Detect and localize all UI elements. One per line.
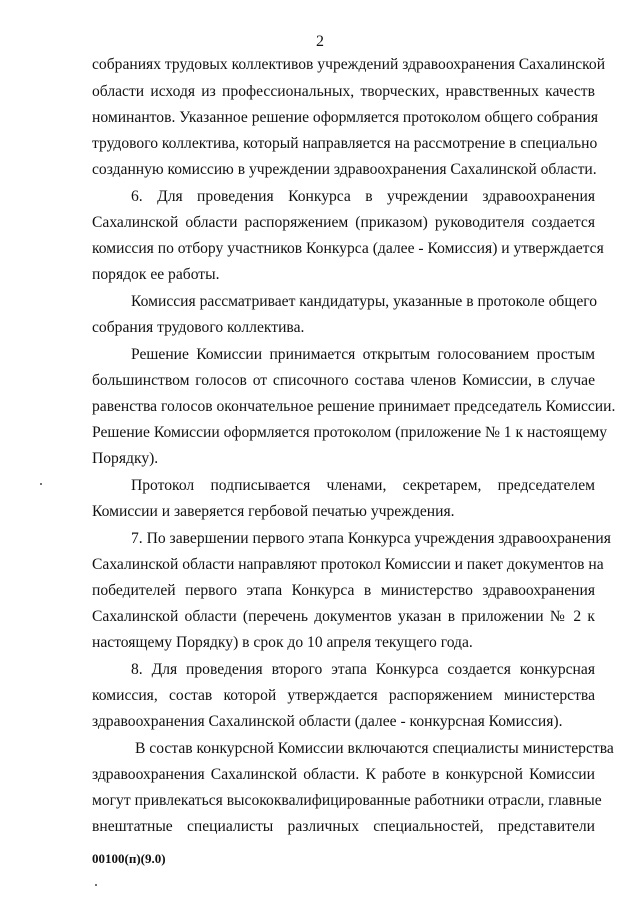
text-line: собрания трудового коллектива. [92,319,305,336]
text-line: здравоохранения Сахалинской области (далее - конкурсная Комиссия). [92,713,563,730]
text-line: победителей первого этапа Конкурса в министерство здравоохранения [92,582,595,599]
text-line: Комиссии и заверяется гербовой печатью учреждения. [92,503,455,520]
text-line: комиссия, состав которой утверждается распоряжением министерства [92,687,595,704]
text-line: порядок ее работы. [92,266,220,283]
text-line: области исходя из профессиональных, творческих, нравственных качеств [92,83,595,100]
scan-speck [40,483,42,485]
text-line: Протокол подписывается членами, секретарем, председателем [131,477,595,494]
text-line: Решение Комиссии оформляется протоколом (приложение № 1 к настоящему [92,424,608,441]
text-line: Комиссия рассматривает кандидатуры, указанные в протоколе общего [131,293,598,310]
text-line: В состав конкурсной Комиссии включаются специалисты министерства [135,740,614,757]
text-line: 6. Для проведения Конкурса в учреждении здравоохранения [131,188,595,205]
text-line: большинством голосов от списочного состава членов Комиссии, в случае [92,372,595,389]
text-line: здравоохранения Сахалинской области. К работе в конкурсной Комиссии [92,766,595,783]
page-number: 2 [316,33,324,50]
document-code: 00100(п)(9.0) [92,851,166,866]
text-line: комиссия по отбору участников Конкурса (далее - Комиссия) и утверждается [92,240,604,257]
text-line: Сахалинской области направляют протокол Комиссии и пакет документов на [92,556,604,573]
text-line: Порядку). [92,450,159,467]
text-line: созданную комиссию в учреждении здравоохранения Сахалинской области. [92,161,597,178]
text-line: внештатные специалисты различных специальностей, представители [92,818,595,835]
text-line: собраниях трудовых коллективов учреждений здравоохранения Сахалинской [92,56,606,73]
text-line: трудового коллектива, который направляется на рассмотрение в специально [92,135,598,152]
text-line: Решение Комиссии принимается открытым голосованием простым [131,346,595,363]
text-line: настоящему Порядку) в срок до 10 апреля текущего года. [92,634,473,651]
text-line: номинантов. Указанное решение оформляется протоколом общего собрания [92,109,599,126]
text-line: Сахалинской области (перечень документов указан в приложении № 2 к [92,608,595,625]
text-line: равенства голосов окончательное решение принимает председатель Комиссии. [92,398,616,415]
text-line: Сахалинской области распоряжением (приказом) руководителя создается [92,214,595,231]
text-line: могут привлекаться высококвалифицированные работники отрасли, главные [92,792,602,809]
text-line: 8. Для проведения второго этапа Конкурса создается конкурсная [131,661,595,678]
scan-speck [95,884,97,886]
text-line: 7. По завершении первого этапа Конкурса учреждения здравоохранения [131,530,611,547]
